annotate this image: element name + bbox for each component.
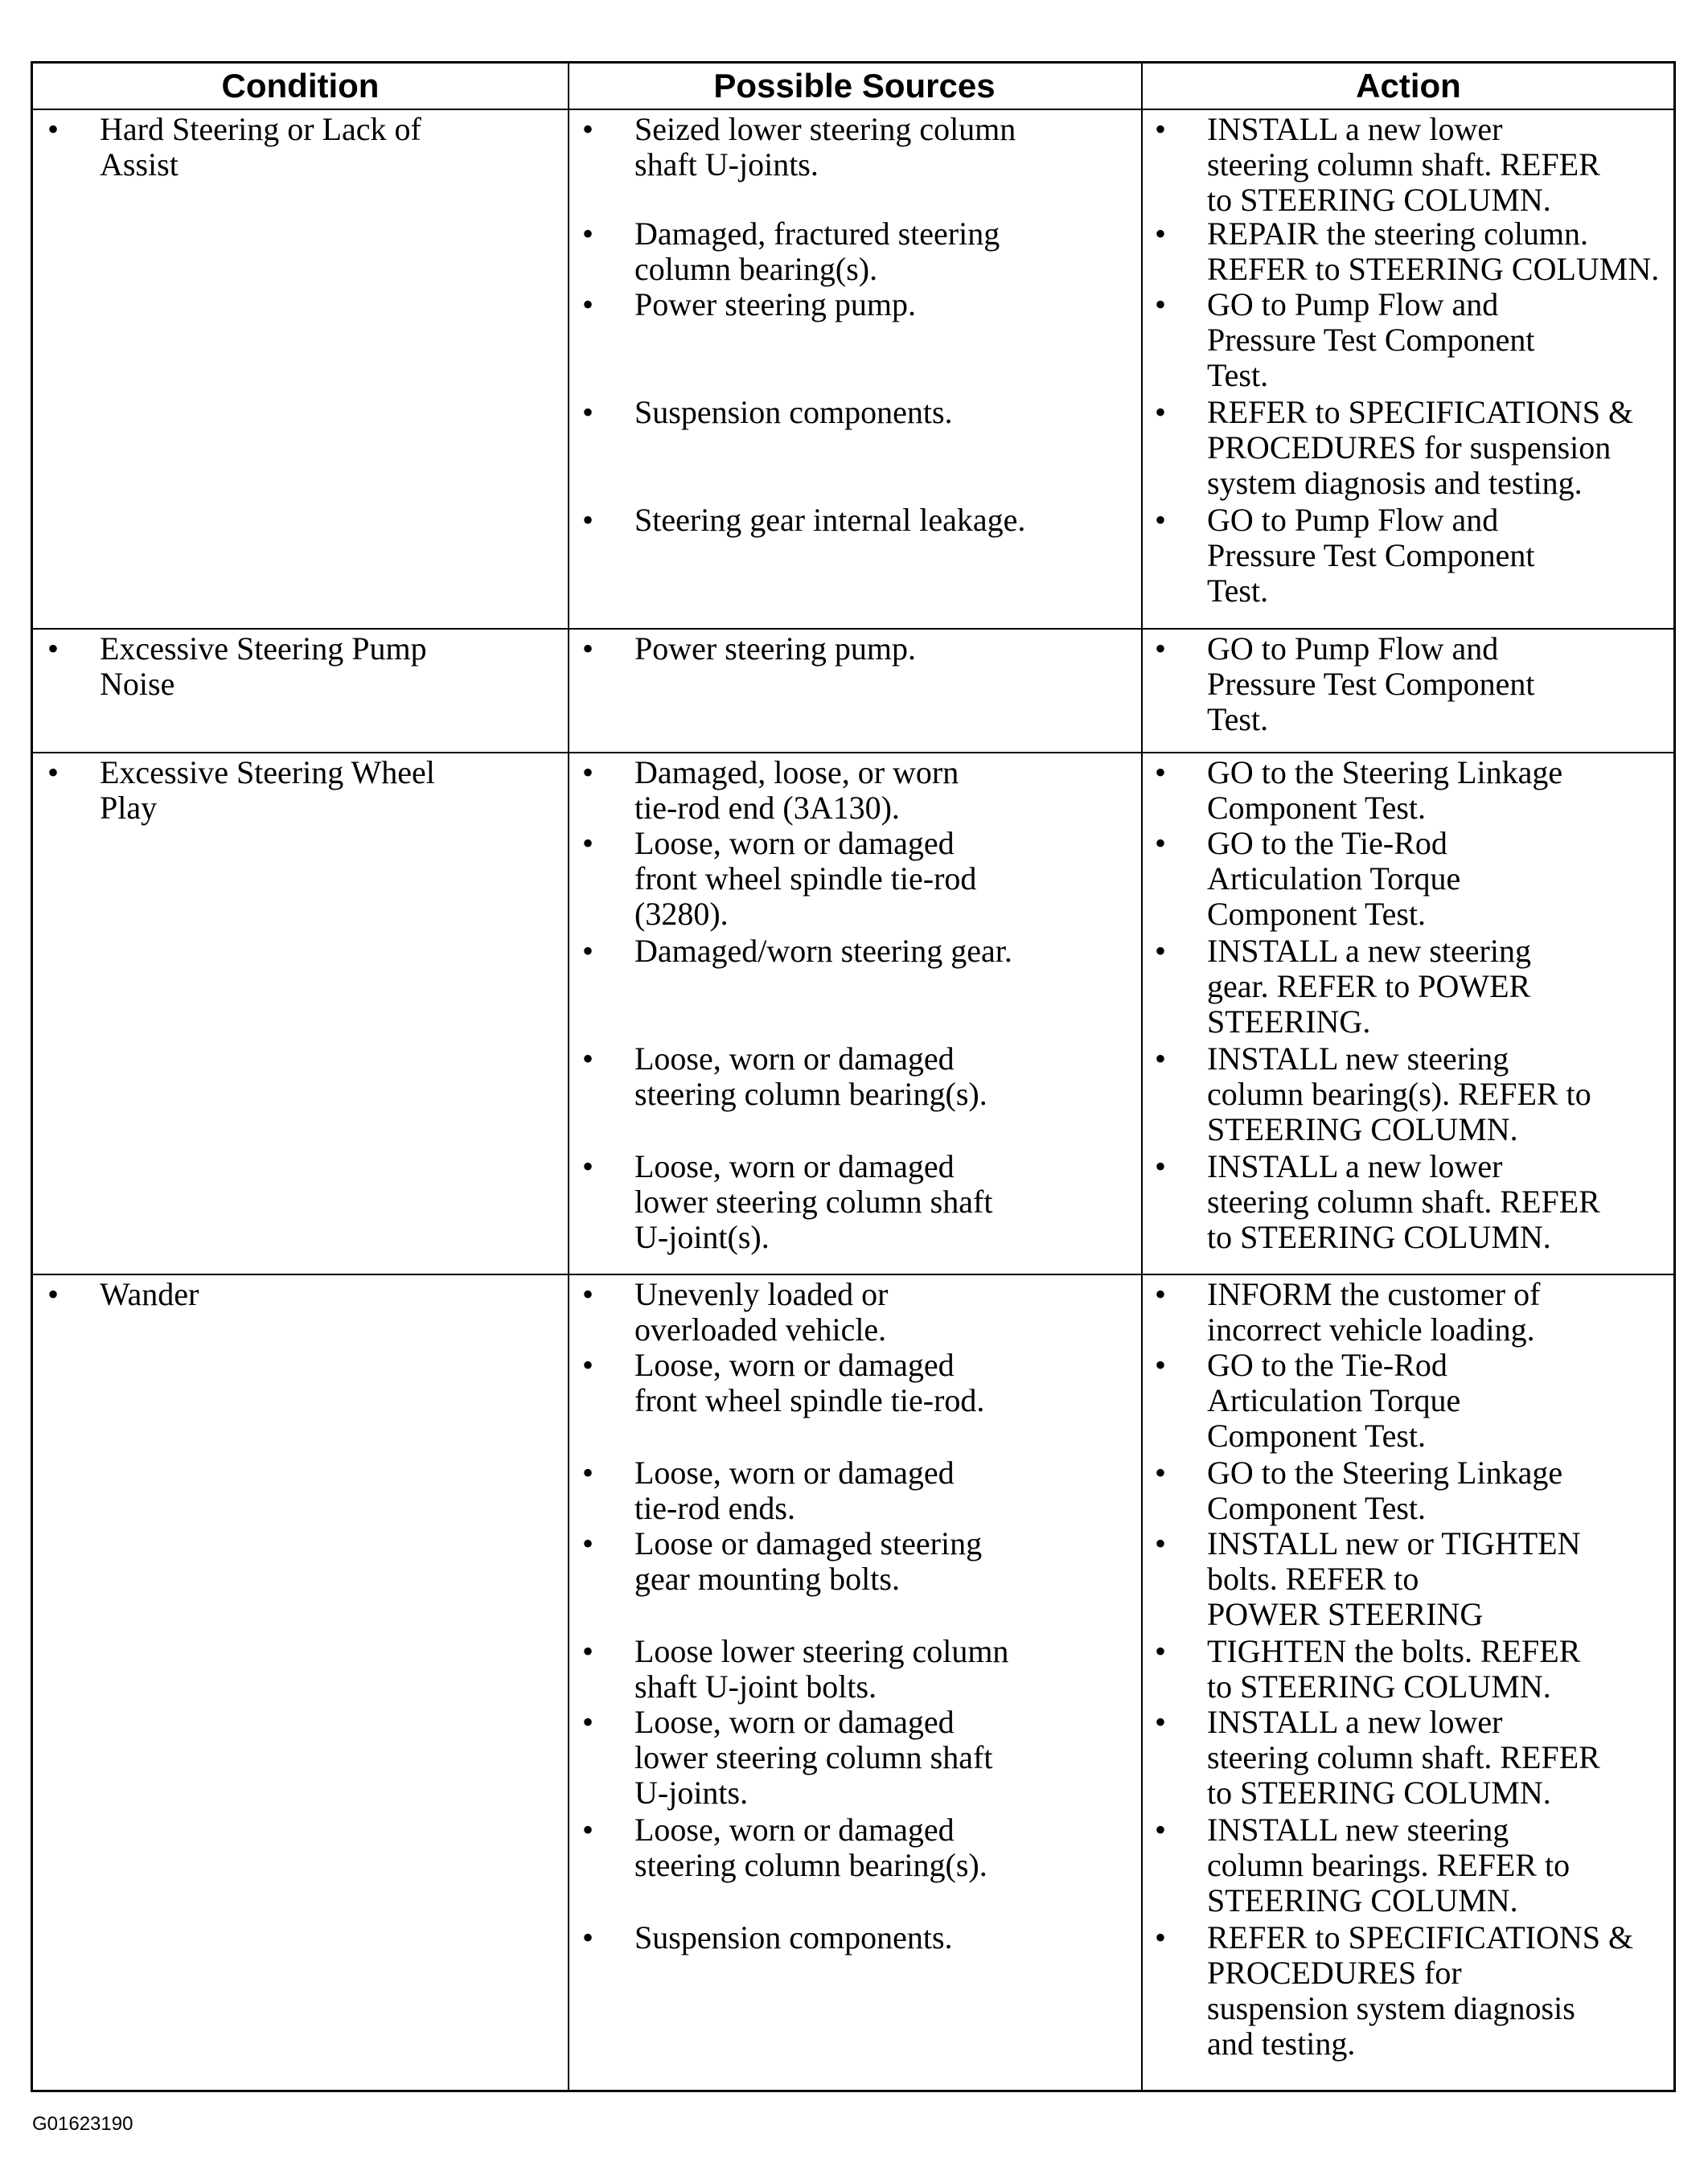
action-text: GO to Pump Flow and Pressure Test Component Test. xyxy=(1207,630,1535,737)
condition-text: Excessive Steering Wheel Play xyxy=(100,754,435,826)
header-condition: Condition xyxy=(221,67,380,105)
condition-item xyxy=(47,755,435,826)
bullet-icon: • xyxy=(1155,502,1167,538)
source-text: Damaged, fractured steering column bearing(s). xyxy=(634,215,1000,287)
diagnosis-table xyxy=(31,61,1676,2092)
bullet-icon: • xyxy=(47,1276,60,1312)
action-text: INSTALL a new lower steering column shaft. REFER to STEERING COLUMN. xyxy=(1207,1148,1600,1255)
bullet-icon: • xyxy=(1155,394,1167,430)
condition-cell xyxy=(47,112,562,626)
bullet-icon: • xyxy=(1155,1633,1167,1669)
header-possible-sources: Possible Sources xyxy=(713,67,996,105)
bullet-icon: • xyxy=(582,1347,594,1383)
source-text: Damaged/worn steering gear. xyxy=(634,933,1012,969)
action-text: INSTALL a new lower steering column shaft. REFER to STEERING COLUMN. xyxy=(1207,1704,1600,1811)
condition-item xyxy=(47,1277,199,1312)
bullet-icon: • xyxy=(582,933,594,969)
action-text: INSTALL new steering column bearing(s). REFER to STEERING COLUMN. xyxy=(1207,1040,1591,1147)
source-item xyxy=(582,503,1025,538)
source-item xyxy=(582,1812,987,1883)
row-divider xyxy=(33,1274,1673,1275)
source-item xyxy=(582,216,1000,287)
action-item xyxy=(1155,934,1531,1040)
bullet-icon: • xyxy=(582,1704,594,1740)
action-text: REPAIR the steering column. REFER to STEERING COLUMN. xyxy=(1207,215,1660,287)
source-text: Suspension components. xyxy=(634,394,953,430)
source-item xyxy=(582,631,916,667)
action-item xyxy=(1155,1041,1591,1147)
bullet-icon: • xyxy=(582,1525,594,1561)
source-item xyxy=(582,287,916,322)
action-item xyxy=(1155,1348,1460,1454)
action-item xyxy=(1155,395,1633,501)
source-text: Loose lower steering column shaft U-joint bolts. xyxy=(634,1633,1009,1705)
bullet-icon: • xyxy=(582,1812,594,1848)
source-item xyxy=(582,1526,982,1597)
action-item xyxy=(1155,503,1535,609)
source-text: Loose, worn or damaged lower steering column shaft U-joint(s). xyxy=(634,1148,993,1255)
bullet-icon: • xyxy=(582,1276,594,1312)
source-text: Seized lower steering column shaft U-joints. xyxy=(634,111,1016,183)
source-item xyxy=(582,395,953,430)
source-item xyxy=(582,1705,992,1811)
table-row xyxy=(33,1277,1673,2091)
bullet-icon: • xyxy=(582,1919,594,1955)
table-row xyxy=(33,755,1673,1272)
bullet-icon: • xyxy=(1155,215,1167,252)
bullet-icon: • xyxy=(1155,630,1167,667)
condition-cell xyxy=(47,1277,562,2091)
action-item xyxy=(1155,1705,1600,1811)
source-text: Loose, worn or damaged steering column bearing(s). xyxy=(634,1040,987,1112)
sources-cell xyxy=(582,631,1137,750)
source-text: Power steering pump. xyxy=(634,286,916,322)
source-text: Loose or damaged steering gear mounting bolts. xyxy=(634,1525,983,1597)
bullet-icon: • xyxy=(1155,1525,1167,1561)
source-item xyxy=(582,1149,992,1255)
source-item xyxy=(582,1920,953,1955)
bullet-icon: • xyxy=(47,754,60,790)
bullet-icon: • xyxy=(582,1633,594,1669)
source-item xyxy=(582,112,1016,183)
action-item xyxy=(1155,1920,1633,2062)
actions-cell xyxy=(1155,112,1677,626)
action-item xyxy=(1155,112,1600,218)
source-item xyxy=(582,1041,987,1112)
bullet-icon: • xyxy=(582,111,594,147)
bullet-icon: • xyxy=(1155,1455,1167,1491)
bullet-icon: • xyxy=(582,1040,594,1077)
header-action: Action xyxy=(1356,67,1461,105)
bullet-icon: • xyxy=(1155,1148,1167,1184)
table-row xyxy=(33,631,1673,750)
source-text: Loose, worn or damaged front wheel spindle tie-rod (3280). xyxy=(634,825,977,932)
action-text: GO to the Tie-Rod Articulation Torque Component Test. xyxy=(1207,1347,1461,1454)
source-item xyxy=(582,755,959,826)
table-row xyxy=(33,112,1673,626)
condition-text: Wander xyxy=(100,1276,199,1312)
actions-cell xyxy=(1155,755,1677,1272)
source-text: Unevenly loaded or overloaded vehicle. xyxy=(634,1276,889,1348)
bullet-icon: • xyxy=(1155,754,1167,790)
action-text: INFORM the customer of incorrect vehicle loading. xyxy=(1207,1276,1541,1348)
condition-cell xyxy=(47,631,562,750)
source-item xyxy=(582,826,976,932)
sources-cell xyxy=(582,112,1137,626)
row-divider xyxy=(33,752,1673,753)
bullet-icon: • xyxy=(47,630,60,667)
row-divider xyxy=(33,109,1673,110)
action-item xyxy=(1155,1277,1540,1348)
bullet-icon: • xyxy=(1155,1347,1167,1383)
bullet-icon: • xyxy=(582,1455,594,1491)
action-text: GO to the Steering Linkage Component Test. xyxy=(1207,754,1563,826)
bullet-icon: • xyxy=(582,215,594,252)
action-text: GO to Pump Flow and Pressure Test Component Test. xyxy=(1207,502,1535,609)
bullet-icon: • xyxy=(1155,933,1167,969)
bullet-icon: • xyxy=(582,754,594,790)
source-item xyxy=(582,1277,888,1348)
action-text: TIGHTEN the bolts. REFER to STEERING COLUMN. xyxy=(1207,1633,1581,1705)
actions-cell xyxy=(1155,631,1677,750)
condition-cell xyxy=(47,755,562,1272)
bullet-icon: • xyxy=(1155,1812,1167,1848)
source-item xyxy=(582,1348,984,1418)
bullet-icon: • xyxy=(1155,1276,1167,1312)
action-item xyxy=(1155,287,1535,393)
action-item xyxy=(1155,1812,1570,1919)
bullet-icon: • xyxy=(1155,1919,1167,1955)
source-item xyxy=(582,1634,1008,1705)
source-item xyxy=(582,934,1012,969)
action-item xyxy=(1155,1455,1562,1526)
figure-code: G01623190 xyxy=(32,2113,133,2135)
source-text: Loose, worn or damaged steering column bearing(s). xyxy=(634,1812,987,1883)
bullet-icon: • xyxy=(1155,1704,1167,1740)
source-text: Damaged, loose, or worn tie-rod end (3A130). xyxy=(634,754,959,826)
action-text: REFER to SPECIFICATIONS & PROCEDURES for suspension system diagnosis and testing. xyxy=(1207,1919,1634,2062)
row-divider xyxy=(33,628,1673,630)
action-item xyxy=(1155,1526,1580,1632)
action-item xyxy=(1155,1149,1600,1255)
bullet-icon: • xyxy=(582,630,594,667)
bullet-icon: • xyxy=(1155,286,1167,322)
action-item xyxy=(1155,631,1535,737)
bullet-icon: • xyxy=(582,1148,594,1184)
bullet-icon: • xyxy=(1155,825,1167,861)
source-text: Loose, worn or damaged front wheel spindle tie-rod. xyxy=(634,1347,985,1418)
bullet-icon: • xyxy=(582,394,594,430)
sources-cell xyxy=(582,755,1137,1272)
action-item xyxy=(1155,826,1460,932)
action-text: GO to the Tie-Rod Articulation Torque Component Test. xyxy=(1207,825,1461,932)
condition-text: Excessive Steering Pump Noise xyxy=(100,630,427,702)
actions-cell xyxy=(1155,1277,1677,2091)
bullet-icon: • xyxy=(582,286,594,322)
action-text: GO to Pump Flow and Pressure Test Component Test. xyxy=(1207,286,1535,393)
condition-text: Hard Steering or Lack of Assist xyxy=(100,111,421,183)
condition-item xyxy=(47,631,427,702)
action-item xyxy=(1155,1634,1580,1705)
bullet-icon: • xyxy=(582,502,594,538)
sources-cell xyxy=(582,1277,1137,2091)
bullet-icon: • xyxy=(582,825,594,861)
source-text: Loose, worn or damaged lower steering column shaft U-joints. xyxy=(634,1704,993,1811)
bullet-icon: • xyxy=(1155,1040,1167,1077)
action-item xyxy=(1155,216,1659,287)
bullet-icon: • xyxy=(1155,111,1167,147)
action-text: INSTALL new steering column bearings. REFER to STEERING COLUMN. xyxy=(1207,1812,1570,1919)
source-text: Steering gear internal leakage. xyxy=(634,502,1026,538)
source-item xyxy=(582,1455,955,1526)
condition-item xyxy=(47,112,421,183)
action-text: INSTALL new or TIGHTEN bolts. REFER to POWER STEERING xyxy=(1207,1525,1581,1632)
action-text: INSTALL a new steering gear. REFER to POWER STEERING. xyxy=(1207,933,1531,1040)
action-text: INSTALL a new lower steering column shaft. REFER to STEERING COLUMN. xyxy=(1207,111,1600,218)
bullet-icon: • xyxy=(47,111,60,147)
action-item xyxy=(1155,755,1562,826)
source-text: Suspension components. xyxy=(634,1919,953,1955)
action-text: REFER to SPECIFICATIONS & PROCEDURES for suspension system diagnosis and testing. xyxy=(1207,394,1634,501)
source-text: Power steering pump. xyxy=(634,630,916,667)
action-text: GO to the Steering Linkage Component Test. xyxy=(1207,1455,1563,1526)
source-text: Loose, worn or damaged tie-rod ends. xyxy=(634,1455,955,1526)
